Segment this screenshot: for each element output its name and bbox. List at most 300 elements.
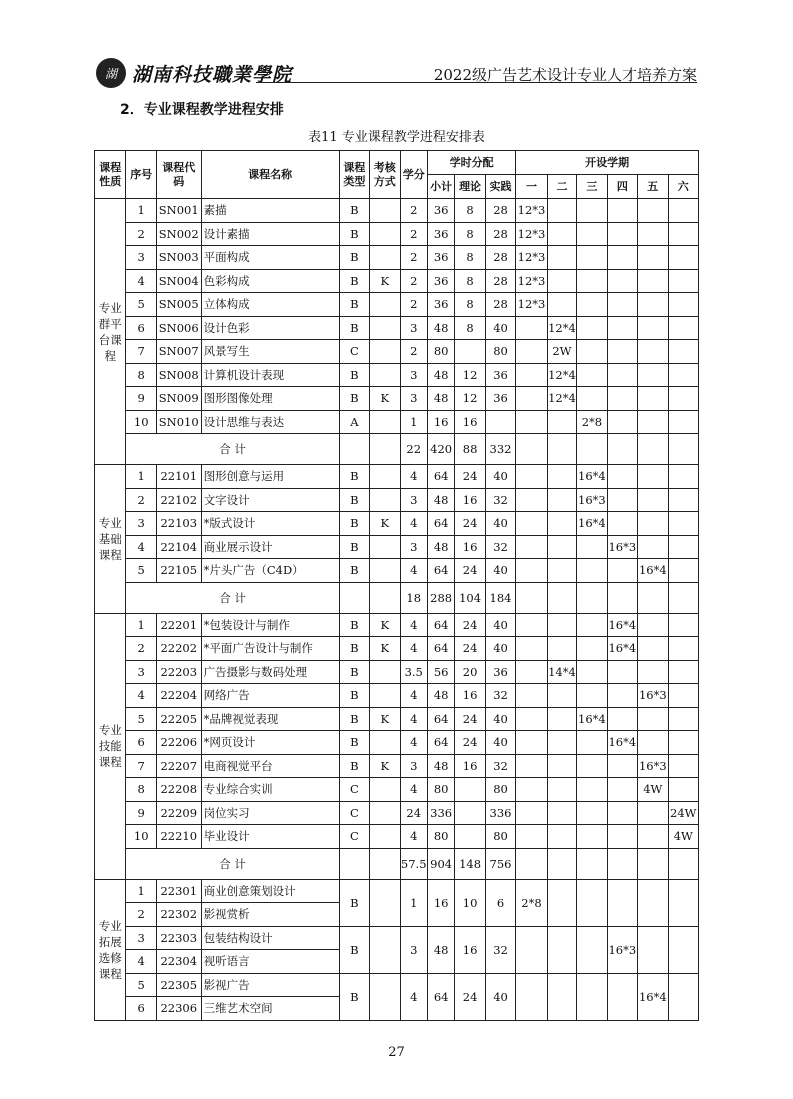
course-row	[95, 778, 699, 802]
semester-3-cell	[577, 778, 607, 802]
course-code: 22210	[156, 825, 201, 849]
hours-total: 64	[427, 637, 454, 661]
hours-practice: 32	[485, 754, 515, 778]
semester-6-cell	[668, 316, 698, 340]
exam-method	[370, 535, 400, 559]
course-name: 视听语言	[201, 950, 339, 974]
course-row	[95, 465, 699, 489]
semester-2-cell	[547, 778, 576, 802]
course-code: 22204	[156, 684, 201, 708]
semester-3-cell	[577, 559, 607, 583]
semester-6-cell	[668, 246, 698, 270]
course-seq: 5	[126, 973, 156, 997]
course-code: 22101	[156, 465, 201, 489]
course-name: 影视赏析	[201, 903, 339, 927]
course-row	[95, 801, 699, 825]
semester-5-cell	[638, 825, 668, 849]
semester-2-cell	[547, 293, 576, 317]
course-name: 三维艺术空间	[201, 997, 339, 1021]
blank-cell	[577, 582, 607, 613]
exam-method	[370, 879, 400, 926]
hours-theory: 24	[455, 512, 485, 536]
course-seq: 1	[126, 199, 156, 223]
header-rule	[256, 82, 697, 83]
semester-5-cell	[638, 731, 668, 755]
hours-total: 64	[427, 707, 454, 731]
semester-5-cell	[638, 199, 668, 223]
exam-method	[370, 778, 400, 802]
semester-6-cell	[668, 512, 698, 536]
header-type: 课程类型	[339, 151, 369, 199]
header-semester-group: 开设学期	[516, 151, 699, 175]
hours-practice: 6	[485, 879, 515, 926]
course-seq: 2	[126, 903, 156, 927]
hours-theory: 24	[455, 559, 485, 583]
course-type: B	[339, 684, 369, 708]
semester-4-cell	[607, 879, 637, 926]
semester-2-cell	[547, 488, 576, 512]
hours-theory: 24	[455, 707, 485, 731]
hours-total: 36	[427, 246, 454, 270]
course-code: 22205	[156, 707, 201, 731]
course-seq: 3	[126, 512, 156, 536]
semester-4-cell	[607, 707, 637, 731]
header-semester-6: 六	[668, 175, 698, 199]
section-heading: 2．专业课程教学进程安排	[120, 102, 284, 118]
course-credit: 3	[400, 926, 427, 973]
semester-2-cell	[547, 246, 576, 270]
course-row	[95, 613, 699, 637]
semester-4-cell	[607, 293, 637, 317]
header-hours-total: 小计	[427, 175, 454, 199]
course-seq: 4	[126, 269, 156, 293]
course-code: 22206	[156, 731, 201, 755]
semester-3-cell	[577, 660, 607, 684]
semester-6-cell	[668, 199, 698, 223]
blank-cell	[668, 848, 698, 879]
blank-cell	[339, 434, 369, 465]
course-seq: 1	[126, 613, 156, 637]
semester-5-cell: 16*3	[638, 684, 668, 708]
semester-4-cell	[607, 269, 637, 293]
semester-1-cell	[516, 801, 547, 825]
course-seq: 4	[126, 950, 156, 974]
hours-total: 48	[427, 754, 454, 778]
course-credit: 4	[400, 684, 427, 708]
hours-theory: 16	[455, 535, 485, 559]
blank-cell	[370, 434, 400, 465]
course-schedule-table	[94, 150, 699, 1021]
semester-4-cell: 16*4	[607, 637, 637, 661]
semester-1-cell	[516, 465, 547, 489]
semester-3-cell	[577, 222, 607, 246]
course-type: B	[339, 269, 369, 293]
blank-cell	[638, 434, 668, 465]
semester-5-cell	[638, 340, 668, 364]
elective-row	[95, 973, 699, 997]
course-category: 专业群平台课程	[95, 199, 126, 465]
course-seq: 6	[126, 731, 156, 755]
hours-total: 48	[427, 387, 454, 411]
semester-5-cell: 4W	[638, 778, 668, 802]
exam-method	[370, 293, 400, 317]
course-seq: 2	[126, 488, 156, 512]
semester-5-cell	[638, 387, 668, 411]
hours-practice: 80	[485, 778, 515, 802]
semester-3-cell	[577, 293, 607, 317]
course-credit: 1	[400, 879, 427, 926]
semester-6-cell	[668, 535, 698, 559]
hours-total: 48	[427, 926, 454, 973]
course-seq: 7	[126, 340, 156, 364]
semester-4-cell	[607, 199, 637, 223]
page-number: 27	[388, 1045, 405, 1060]
course-name: 立体构成	[201, 293, 339, 317]
course-row	[95, 488, 699, 512]
semester-1-cell	[516, 387, 547, 411]
blank-cell	[577, 434, 607, 465]
hours-practice: 40	[485, 512, 515, 536]
course-credit: 3	[400, 316, 427, 340]
course-seq: 8	[126, 778, 156, 802]
hours-total: 36	[427, 293, 454, 317]
exam-method	[370, 731, 400, 755]
semester-2-cell: 12*4	[547, 363, 576, 387]
subtotal-hours-theory: 88	[455, 434, 485, 465]
semester-2-cell	[547, 410, 576, 434]
semester-1-cell	[516, 778, 547, 802]
semester-3-cell: 16*4	[577, 465, 607, 489]
course-row	[95, 199, 699, 223]
course-code: 22301	[156, 879, 201, 903]
semester-2-cell	[547, 199, 576, 223]
course-seq: 2	[126, 222, 156, 246]
semester-5-cell	[638, 222, 668, 246]
subtotal-hours-total: 904	[427, 848, 454, 879]
course-credit: 3	[400, 754, 427, 778]
exam-method: K	[370, 512, 400, 536]
semester-1-cell	[516, 660, 547, 684]
header-hours-theory: 理论	[455, 175, 485, 199]
semester-1-cell	[516, 340, 547, 364]
course-name: 风景写生	[201, 340, 339, 364]
course-category: 专业拓展选修课程	[95, 879, 126, 1020]
hours-practice: 40	[485, 973, 515, 1020]
hours-practice	[485, 410, 515, 434]
course-type: B	[339, 387, 369, 411]
semester-1-cell: 12*3	[516, 293, 547, 317]
course-credit: 3	[400, 363, 427, 387]
table-body	[95, 199, 699, 1021]
course-code: 22303	[156, 926, 201, 950]
hours-practice: 28	[485, 293, 515, 317]
course-type: B	[339, 707, 369, 731]
course-name: 图形图像处理	[201, 387, 339, 411]
hours-practice: 40	[485, 731, 515, 755]
course-code: 22202	[156, 637, 201, 661]
hours-practice: 36	[485, 660, 515, 684]
header-semester-5: 五	[638, 175, 668, 199]
course-category: 专业基础课程	[95, 465, 126, 614]
course-name: *品牌视觉表现	[201, 707, 339, 731]
semester-3-cell	[577, 801, 607, 825]
semester-4-cell	[607, 825, 637, 849]
semester-6-cell	[668, 613, 698, 637]
semester-1-cell	[516, 707, 547, 731]
hours-total: 80	[427, 778, 454, 802]
hours-theory	[455, 825, 485, 849]
course-type: C	[339, 778, 369, 802]
blank-cell	[339, 848, 369, 879]
exam-method	[370, 340, 400, 364]
course-row	[95, 512, 699, 536]
course-type: A	[339, 410, 369, 434]
course-code: SN004	[156, 269, 201, 293]
semester-3-cell	[577, 316, 607, 340]
semester-3-cell: 16*4	[577, 512, 607, 536]
exam-method: K	[370, 387, 400, 411]
semester-6-cell	[668, 778, 698, 802]
hours-total: 80	[427, 340, 454, 364]
course-type: B	[339, 613, 369, 637]
semester-5-cell: 16*4	[638, 973, 668, 1020]
hours-theory	[455, 801, 485, 825]
course-type: B	[339, 222, 369, 246]
semester-2-cell	[547, 754, 576, 778]
hours-total: 48	[427, 535, 454, 559]
semester-4-cell: 16*3	[607, 535, 637, 559]
hours-theory: 12	[455, 387, 485, 411]
course-credit: 4	[400, 637, 427, 661]
subtotal-hours-theory: 148	[455, 848, 485, 879]
course-code: SN003	[156, 246, 201, 270]
course-code: 22207	[156, 754, 201, 778]
blank-cell	[547, 848, 576, 879]
semester-4-cell	[607, 465, 637, 489]
semester-3-cell	[577, 199, 607, 223]
hours-practice: 32	[485, 488, 515, 512]
hours-practice: 336	[485, 801, 515, 825]
semester-2-cell	[547, 465, 576, 489]
semester-2-cell: 14*4	[547, 660, 576, 684]
exam-method	[370, 684, 400, 708]
semester-5-cell	[638, 293, 668, 317]
semester-6-cell	[668, 559, 698, 583]
blank-cell	[607, 848, 637, 879]
table-header	[95, 151, 699, 199]
semester-4-cell	[607, 973, 637, 1020]
hours-total: 48	[427, 684, 454, 708]
hours-total: 64	[427, 613, 454, 637]
course-type: B	[339, 293, 369, 317]
semester-2-cell	[547, 637, 576, 661]
course-name: 色彩构成	[201, 269, 339, 293]
course-type: B	[339, 637, 369, 661]
hours-practice: 40	[485, 465, 515, 489]
course-code: SN008	[156, 363, 201, 387]
semester-6-cell	[668, 363, 698, 387]
hours-theory: 20	[455, 660, 485, 684]
semester-1-cell	[516, 637, 547, 661]
semester-2-cell	[547, 222, 576, 246]
course-row	[95, 535, 699, 559]
semester-1-cell: 12*3	[516, 269, 547, 293]
semester-5-cell	[638, 926, 668, 973]
hours-total: 336	[427, 801, 454, 825]
hours-practice: 40	[485, 559, 515, 583]
course-name: 文字设计	[201, 488, 339, 512]
course-seq: 3	[126, 926, 156, 950]
header-hours-group: 学时分配	[427, 151, 515, 175]
course-name: 素描	[201, 199, 339, 223]
course-type: C	[339, 801, 369, 825]
course-row	[95, 731, 699, 755]
subtotal-credit: 18	[400, 582, 427, 613]
semester-4-cell	[607, 410, 637, 434]
semester-6-cell	[668, 410, 698, 434]
semester-5-cell: 16*4	[638, 559, 668, 583]
course-credit: 4	[400, 465, 427, 489]
hours-total: 64	[427, 731, 454, 755]
hours-total: 48	[427, 488, 454, 512]
exam-method	[370, 465, 400, 489]
course-seq: 2	[126, 637, 156, 661]
semester-3-cell	[577, 246, 607, 270]
semester-3-cell	[577, 535, 607, 559]
hours-total: 48	[427, 363, 454, 387]
course-name: 广告摄影与数码处理	[201, 660, 339, 684]
hours-practice: 28	[485, 222, 515, 246]
hours-theory: 8	[455, 246, 485, 270]
semester-5-cell	[638, 316, 668, 340]
semester-2-cell	[547, 825, 576, 849]
course-row	[95, 269, 699, 293]
course-name: *网页设计	[201, 731, 339, 755]
hours-theory	[455, 340, 485, 364]
semester-2-cell	[547, 613, 576, 637]
course-credit: 4	[400, 613, 427, 637]
header-seq: 序号	[126, 151, 156, 199]
semester-1-cell: 12*3	[516, 199, 547, 223]
hours-theory: 8	[455, 293, 485, 317]
school-seal-icon: 湖	[96, 58, 126, 88]
course-name: *版式设计	[201, 512, 339, 536]
hours-practice: 28	[485, 269, 515, 293]
semester-2-cell	[547, 926, 576, 973]
course-credit: 2	[400, 246, 427, 270]
course-type: B	[339, 559, 369, 583]
course-credit: 2	[400, 222, 427, 246]
course-type: B	[339, 926, 369, 973]
blank-cell	[516, 434, 547, 465]
course-name: *片头广告（C4D）	[201, 559, 339, 583]
semester-4-cell	[607, 801, 637, 825]
semester-6-cell	[668, 707, 698, 731]
course-row	[95, 316, 699, 340]
hours-practice: 32	[485, 684, 515, 708]
semester-6-cell	[668, 973, 698, 1020]
subtotal-row	[95, 848, 699, 879]
course-credit: 3.5	[400, 660, 427, 684]
course-category: 专业技能课程	[95, 613, 126, 879]
hours-practice: 32	[485, 926, 515, 973]
semester-3-cell	[577, 879, 607, 926]
course-name: 岗位实习	[201, 801, 339, 825]
course-row	[95, 387, 699, 411]
course-seq: 3	[126, 246, 156, 270]
subtotal-credit: 57.5	[400, 848, 427, 879]
course-credit: 4	[400, 731, 427, 755]
semester-4-cell: 16*4	[607, 731, 637, 755]
course-row	[95, 363, 699, 387]
course-credit: 2	[400, 340, 427, 364]
exam-method: K	[370, 269, 400, 293]
header-semester-4: 四	[607, 175, 637, 199]
course-code: SN006	[156, 316, 201, 340]
blank-cell	[638, 848, 668, 879]
course-credit: 24	[400, 801, 427, 825]
semester-5-cell	[638, 246, 668, 270]
course-credit: 3	[400, 535, 427, 559]
semester-6-cell	[668, 879, 698, 926]
semester-1-cell	[516, 512, 547, 536]
header-semester-3: 三	[577, 175, 607, 199]
course-row	[95, 246, 699, 270]
course-name: 设计素描	[201, 222, 339, 246]
semester-3-cell	[577, 340, 607, 364]
course-name: 计算机设计表现	[201, 363, 339, 387]
blank-cell	[607, 582, 637, 613]
exam-method	[370, 316, 400, 340]
hours-total: 36	[427, 222, 454, 246]
course-name: 包装结构设计	[201, 926, 339, 950]
semester-4-cell	[607, 684, 637, 708]
hours-practice: 80	[485, 340, 515, 364]
hours-practice: 36	[485, 387, 515, 411]
hours-theory: 24	[455, 465, 485, 489]
subtotal-label: 合 计	[126, 434, 339, 465]
semester-4-cell: 16*4	[607, 613, 637, 637]
semester-1-cell	[516, 973, 547, 1020]
table-caption: 表11 专业课程教学进程安排表	[308, 130, 485, 145]
subtotal-hours-practice: 332	[485, 434, 515, 465]
blank-cell	[516, 848, 547, 879]
semester-2-cell: 12*4	[547, 387, 576, 411]
semester-1-cell	[516, 731, 547, 755]
course-credit: 2	[400, 199, 427, 223]
course-seq: 1	[126, 465, 156, 489]
course-credit: 4	[400, 778, 427, 802]
semester-2-cell	[547, 512, 576, 536]
blank-cell	[607, 434, 637, 465]
semester-1-cell	[516, 316, 547, 340]
blank-cell	[638, 582, 668, 613]
course-row	[95, 222, 699, 246]
course-type: B	[339, 535, 369, 559]
course-type: B	[339, 660, 369, 684]
hours-theory: 24	[455, 731, 485, 755]
semester-1-cell: 12*3	[516, 222, 547, 246]
semester-6-cell: 24W	[668, 801, 698, 825]
hours-theory: 16	[455, 410, 485, 434]
hours-theory: 24	[455, 613, 485, 637]
semester-6-cell	[668, 637, 698, 661]
hours-practice: 80	[485, 825, 515, 849]
hours-practice: 28	[485, 199, 515, 223]
semester-3-cell	[577, 926, 607, 973]
exam-method	[370, 801, 400, 825]
course-name: *包装设计与制作	[201, 613, 339, 637]
